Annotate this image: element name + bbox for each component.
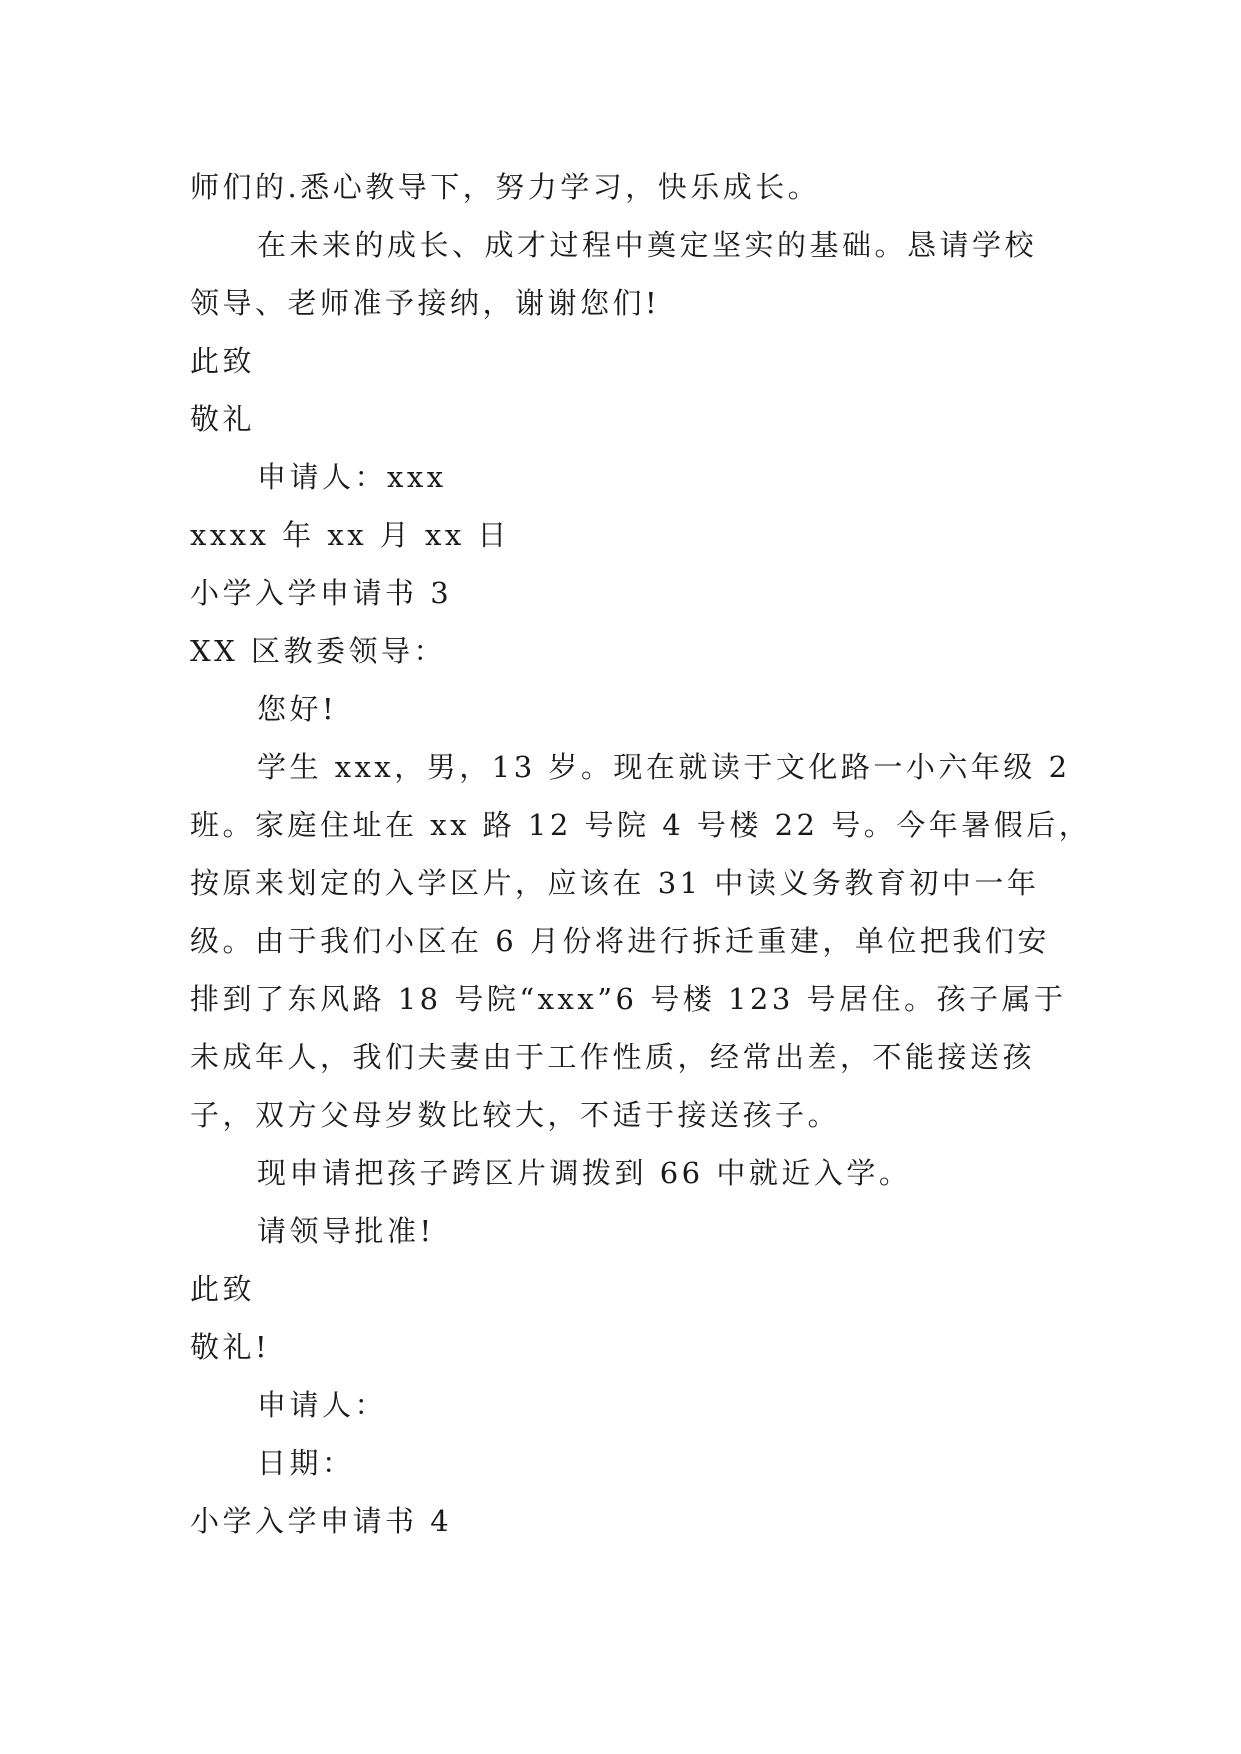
section-title: 小学入学申请书 3 bbox=[190, 576, 453, 610]
text-line: 级。由于我们小区在 6 月份将进行拆迁重建，单位把我们安 bbox=[190, 924, 1050, 958]
text-line: 师们的.悉心教导下，努力学习，快乐成长。 bbox=[190, 170, 821, 204]
text-line: 未成年人，我们夫妻由于工作性质，经常出差，不能接送孩 bbox=[190, 1040, 1036, 1074]
text-line: 按原来划定的入学区片，应该在 31 中读义务教育初中一年 bbox=[190, 866, 1040, 900]
salutation-regards: 敬礼 bbox=[190, 402, 256, 436]
text-line: 排到了东风路 18 号院“xxx”6 号楼 123 号居住。孩子属于 bbox=[190, 982, 1067, 1016]
applicant-signature: 申请人： bbox=[257, 1388, 388, 1422]
greeting-line: 您好! bbox=[257, 692, 338, 726]
text-line: 现申请把孩子跨区片调拨到 66 中就近入学。 bbox=[257, 1156, 912, 1190]
salutation-closing: 此致 bbox=[190, 344, 256, 378]
text-line: 学生 xxx，男，13 岁。现在就读于文化路一小六年级 2 bbox=[257, 750, 1071, 784]
text-line: 领导、老师准予接纳，谢谢您们! bbox=[190, 286, 661, 320]
request-line: 请领导批准! bbox=[257, 1214, 435, 1248]
section-title: 小学入学申请书 4 bbox=[190, 1504, 453, 1538]
salutation-closing: 此致 bbox=[190, 1272, 256, 1306]
recipient-line: XX 区教委领导： bbox=[190, 634, 447, 668]
date-line: 日期： bbox=[257, 1446, 355, 1480]
text-line: 子，双方父母岁数比较大，不适于接送孩子。 bbox=[190, 1098, 841, 1132]
applicant-signature: 申请人：xxx bbox=[257, 460, 447, 494]
salutation-regards: 敬礼! bbox=[190, 1330, 271, 1364]
text-line: 班。家庭住址在 xx 路 12 号院 4 号楼 22 号。今年暑假后， bbox=[190, 808, 1092, 842]
text-line: 在未来的成长、成才过程中奠定坚实的基础。恳请学校 bbox=[257, 228, 1038, 262]
date-line: xxxx 年 xx 月 xx 日 bbox=[190, 518, 510, 552]
